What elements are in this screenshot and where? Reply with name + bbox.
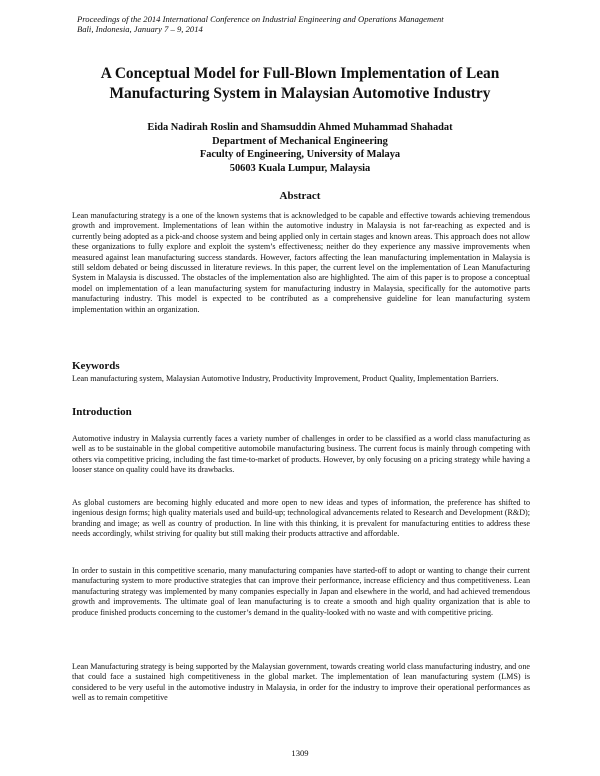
abstract-heading: Abstract [279,190,321,202]
author-address: 50603 Kuala Lumpur, Malaysia [229,163,371,175]
intro-paragraph-1: Automotive industry in Malaysia currently faces a variety number of challenges in order to be classified as a world class manufacturing as well as to be sustainable in the global competitive automobile manufacturing business. The current focus is mainly through competing with others via competitive pricing, including the fast time-to-market of products. However, by only focusing on a pricing strategy while having a looser stance on quality could have its drawbacks. [72,434,530,475]
author-names: Eida Nadirah Roslin and Shamsuddin Ahmed Muhammad Shahadat [147,122,453,133]
intro-paragraph-3: In order to sustain in this competitive scenario, many manufacturing companies have started-off to adopt or wanting to change their current manufacturing system to more productive strategies that can improve their performance, increase efficiency and thus competitiveness. Lean manufacturing strategy was implemented by many companies especially in Japan and elsewhere in the world, and had achieved tremendous growth and improvements. The ultimate goal of lean manufacturing is to create a smooth and high quality organization that is able to produce finished products concerning to the customer’s demand in the quality-looked with no waste and with competitive pricing. [72,566,530,617]
abstract-text: Lean manufacturing strategy is a one of the known systems that is acknowledged to be capable and effective towards achieving tremendous growth and improvement. Implementations of lean within the automotive industry in Malaysia is not far-reaching as expected and is currently being adopted as a pick-and choose system and being applied only in certain stages and known areas. This approach does not allow these organizations to fully explore and exploit the system’s effectiveness; neither do they experience any massive improvements when measured against lean manufacturing success standards. However, factors affecting the lean manufacturing implementation in Malaysia is still seldom debated or being discussed in literature reviews. In this paper, the current level on the implementation of Lean Manufacturing System in Malaysia is discussed. The obstacles of the implementation also are highlighted. The aim of this paper is to propose a conceptual model on implementation of a lean manufacturing system for manufacturing industry in Malaysia, specifically for the automotive parts manufacturing industry. This model is expected to be contributed as a comprehensive guideline for lean manufacturing system implementation within an organization. [72,211,530,314]
keywords-heading: Keywords [72,360,120,372]
title-line-2: Manufacturing System in Malaysian Automotive Industry [109,85,491,102]
author-department: Department of Mechanical Engineering [212,135,388,147]
keywords-text: Lean manufacturing system, Malaysian Automotive Industry, Productivity Improvement, Product Quality, Implementation Barriers. [72,374,499,383]
author-block [60,121,540,176]
author-faculty: Faculty of Engineering, University of Malaya [199,149,401,161]
title-line-1: A Conceptual Model for Full-Blown Implementation of Lean [100,65,500,82]
page-number: 1309 [291,748,309,758]
intro-paragraph-2: As global customers are becoming highly educated and more open to new ideas and types of information, the preference has shifted to ingenious design forms; high quality materials used and build-up; technological advancements related to Research and Development (R&D); branding and image; as well as country of production. In line with this thinking, it is prevalent for manufacturing entities to address these needs accordingly, whilst striving for quality but still making their products attractive and affordable. [72,498,530,539]
header-conference-line: Proceedings of the 2014 International Conference on Industrial Engineering and Operations Management [77,14,444,24]
header-location-line: Bali, Indonesia, January 7 – 9, 2014 [77,24,203,34]
intro-paragraph-4: Lean Manufacturing strategy is being supported by the Malaysian government, towards creating world class manufacturing industry, and one that could face a sustained high competitiveness in the global market. The implementation of lean manufacturing system (LMS) is considered to be very useful in the automotive industry in Malaysia, in order for the industry to improve their operational performances as well as to remain competitive [72,662,530,703]
running-header [77,14,537,34]
paper-title [60,64,540,104]
introduction-heading: Introduction [72,406,132,418]
